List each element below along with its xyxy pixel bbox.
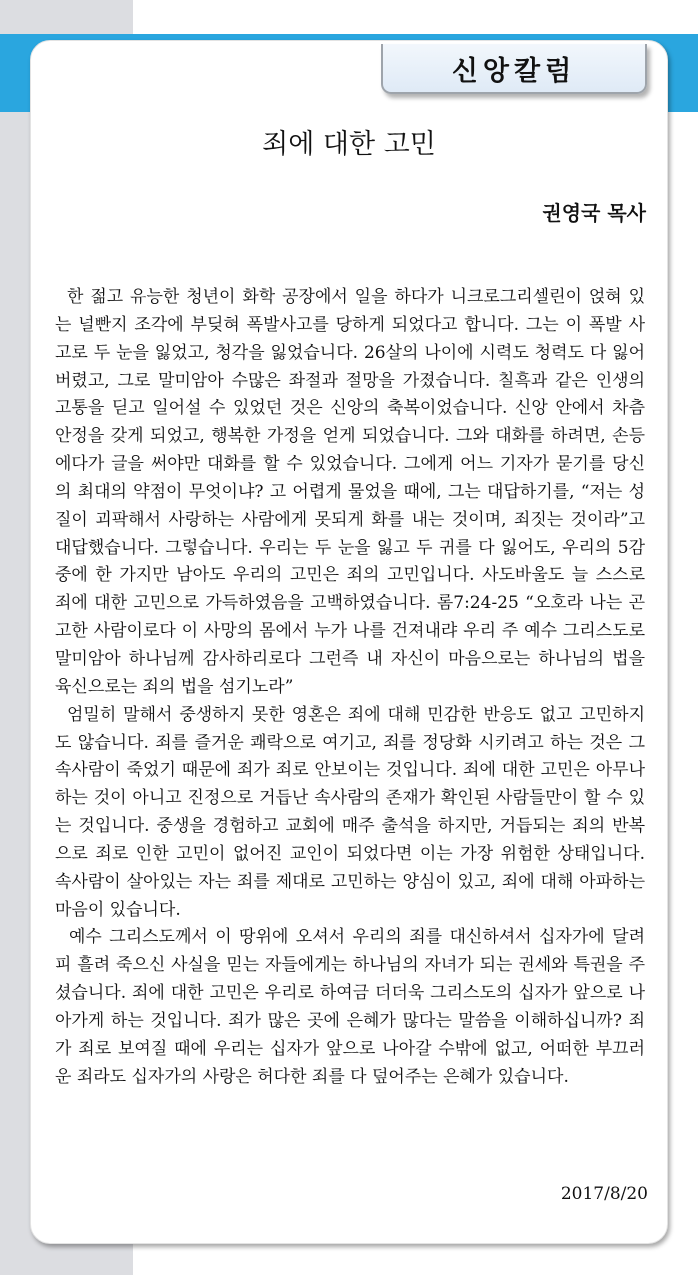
article-body xyxy=(55,284,645,1091)
article-title: 죄에 대한 고민 xyxy=(262,129,436,160)
article-paragraph: 엄밀히 말해서 중생하지 못한 영혼은 죄에 대해 민감한 반응도 없고 고민하지도 않습니다. 죄를 즐거운 쾌락으로 여기고, 죄를 정당화 시키려고 하는 것은 그 속사람이 죽었기 때문에 죄가 죄로 안보이는 것입니다. 죄에 대한 고민은 아무나 하는 것이 아니고 진정으로 거듭난 속사람의 존재가 확인된 사람들만이 할 수 있는 것입니다. 중생을 경험하고 교회에 매주 출석을 하지만, 거듭되는 죄의 반복으로 죄로 인한 고민이 없어진 교인이 되었다면 이는 가장 위험한 상태입니다. 속사람이 살아있는 자는 죄를 제대로 고민하는 양심이 있고, 죄에 대해 아파하는 마음이 있습니다. xyxy=(55,704,645,920)
article-author: 권영국 목사 xyxy=(542,201,646,225)
article-paragraph: 예수 그리스도께서 이 땅위에 오셔서 우리의 죄를 대신하셔서 십자가에 달려 피 흘려 죽으신 사실을 믿는 자들에게는 하나님의 자녀가 되는 권세와 특권을 주셨습니다. 죄에 대한 고민은 우리로 하여금 더더욱 그리스도의 십자가 앞으로 나아가게 하는 것입니다. 죄가 많은 곳에 은혜가 많다는 말씀을 이해하십니까? 죄가 죄로 보여질 때에 우리는 십자가 앞으로 나아갈 수밖에 없고, 어떠한 부끄러운 죄라도 십자가의 사랑은 허다한 죄를 다 덮어주는 은혜가 있습니다. xyxy=(55,927,645,1087)
column-tab xyxy=(381,44,647,94)
article-date: 2017/8/20 xyxy=(560,1184,648,1204)
column-tab-label: 신앙칼럼 xyxy=(451,55,577,87)
article-paragraph: 한 젊고 유능한 청년이 화학 공장에서 일을 하다가 니크로그리셀린이 얹혀 있는 널빤지 조각에 부딪혀 폭발사고를 당하게 되었다고 합니다. 그는 이 폭발 사고로 두 눈을 잃었고, 청각을 잃었습니다. 26살의 나이에 시력도 청력도 다 잃어버렸고, 그로 말미암아 수많은 좌절과 절망을 가졌습니다. 칠흑과 같은 인생의 고통을 딛고 일어설 수 있었던 것은 신앙의 축복이었습니다. 신앙 안에서 차츰 안정을 갖게 되었고, 행복한 가정을 얻게 되었습니다. 그와 대화를 하려면, 손등에다가 글을 써야만 대화를 할 수 있었습니다. 그에게 어느 기자가 묻기를 당신의 최대의 약점이 무엇이냐? 고 어렵게 물었을 때에, 그는 대답하기를, “저는 성질이 괴팍해서 사랑하는 사람에게 못되게 화를 내는 것이며, 죄짓는 것이라”고 대답했습니다. 그렇습니다. 우리는 두 눈을 잃고 두 귀를 다 잃어도, 우리의 5감 중에 한 가지만 남아도 우리의 고민은 죄의 고민입니다. 사도바울도 늘 스스로 죄에 대한 고민으로 가득하였음을 고백하였습니다. 롬7:24-25 “오호라 나는 곤고한 사람이로다 이 사망의 몸에서 누가 나를 건져내랴 우리 주 예수 그리스도로 말미암아 하나님께 감사하리로다 그런즉 내 자신이 마음으로는 하나님의 법을 육신으로는 죄의 법을 섬기노라” xyxy=(55,287,645,697)
